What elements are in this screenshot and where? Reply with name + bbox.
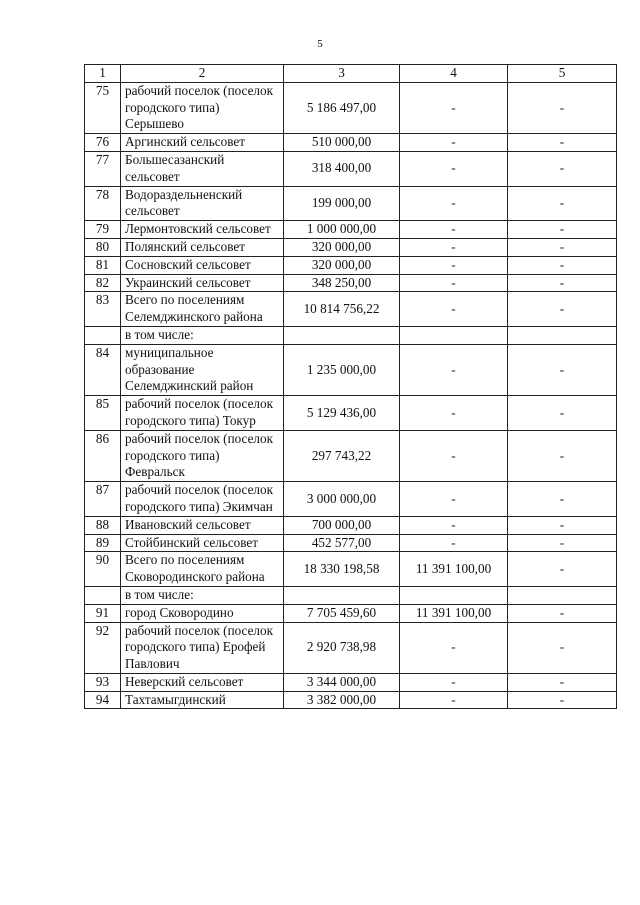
row-number-cell: 81 (85, 256, 121, 274)
column-3-value-cell: 10 814 756,22 (284, 292, 400, 327)
column-4-value-cell: - (400, 691, 508, 709)
settlement-name-cell: рабочий поселок (поселок городского типа) Экимчан (121, 482, 284, 517)
row-number-cell: 87 (85, 482, 121, 517)
table-row (85, 344, 617, 395)
column-5-value-cell: - (508, 622, 617, 673)
row-number-cell: 91 (85, 604, 121, 622)
column-4-value-cell: - (400, 221, 508, 239)
column-4-value-cell: - (400, 482, 508, 517)
row-number-cell: 82 (85, 274, 121, 292)
column-3-value-cell: 18 330 198,58 (284, 552, 400, 587)
column-4-value-cell: - (400, 673, 508, 691)
settlement-name-cell: Всего по поселениям Селемджинского района (121, 292, 284, 327)
table-row (85, 482, 617, 517)
column-5-value-cell: - (508, 344, 617, 395)
column-4-value-cell: 11 391 100,00 (400, 604, 508, 622)
table-row (85, 221, 617, 239)
column-3-value-cell: 1 000 000,00 (284, 221, 400, 239)
column-5-value-cell: - (508, 134, 617, 152)
table-row (85, 292, 617, 327)
column-4-value-cell: - (400, 134, 508, 152)
column-4-value-cell: - (400, 151, 508, 186)
row-number-cell: 76 (85, 134, 121, 152)
column-3-value-cell: 3 000 000,00 (284, 482, 400, 517)
settlement-name-cell: город Сковородино (121, 604, 284, 622)
row-number-cell: 83 (85, 292, 121, 327)
header-row (85, 65, 617, 83)
table-row (85, 430, 617, 481)
column-4-value-cell: - (400, 344, 508, 395)
row-number-cell: 77 (85, 151, 121, 186)
header-cell-5: 5 (508, 65, 617, 83)
row-number-cell: 88 (85, 516, 121, 534)
settlement-name-cell: Стойбинский сельсовет (121, 534, 284, 552)
column-4-value-cell: - (400, 274, 508, 292)
table-row (85, 691, 617, 709)
column-5-value-cell: - (508, 82, 617, 133)
settlement-name-cell: Неверский сельсовет (121, 673, 284, 691)
header-cell-4: 4 (400, 65, 508, 83)
column-5-value-cell: - (508, 516, 617, 534)
row-number-cell: 89 (85, 534, 121, 552)
column-3-value-cell: 5 186 497,00 (284, 82, 400, 133)
column-3-value-cell (284, 586, 400, 604)
column-3-value-cell: 318 400,00 (284, 151, 400, 186)
column-3-value-cell: 3 344 000,00 (284, 673, 400, 691)
table-row (85, 534, 617, 552)
budget-table (84, 64, 617, 709)
settlement-name-cell: Полянский сельсовет (121, 238, 284, 256)
column-5-value-cell: - (508, 151, 617, 186)
column-5-value-cell: - (508, 673, 617, 691)
row-number-cell (85, 326, 121, 344)
row-number-cell: 85 (85, 396, 121, 431)
row-number-cell: 94 (85, 691, 121, 709)
column-3-value-cell: 2 920 738,98 (284, 622, 400, 673)
column-4-value-cell (400, 326, 508, 344)
settlement-name-cell: Всего по поселениям Сковородинского района (121, 552, 284, 587)
row-number-cell: 84 (85, 344, 121, 395)
column-4-value-cell: 11 391 100,00 (400, 552, 508, 587)
table-row (85, 238, 617, 256)
table-row (85, 274, 617, 292)
column-3-value-cell: 199 000,00 (284, 186, 400, 221)
column-5-value-cell: - (508, 534, 617, 552)
column-5-value-cell: - (508, 430, 617, 481)
table-row (85, 82, 617, 133)
column-4-value-cell: - (400, 238, 508, 256)
row-number-cell: 86 (85, 430, 121, 481)
column-4-value-cell: - (400, 82, 508, 133)
table-row (85, 622, 617, 673)
table-row (85, 673, 617, 691)
column-5-value-cell: - (508, 482, 617, 517)
column-3-value-cell: 5 129 436,00 (284, 396, 400, 431)
row-number-cell: 92 (85, 622, 121, 673)
column-5-value-cell: - (508, 292, 617, 327)
column-4-value-cell: - (400, 396, 508, 431)
column-5-value-cell: - (508, 221, 617, 239)
table-row (85, 151, 617, 186)
column-3-value-cell: 700 000,00 (284, 516, 400, 534)
settlement-name-cell: Сосновский сельсовет (121, 256, 284, 274)
table-row (85, 326, 617, 344)
header-cell-1: 1 (85, 65, 121, 83)
column-5-value-cell: - (508, 396, 617, 431)
settlement-name-cell: Украинский сельсовет (121, 274, 284, 292)
column-5-value-cell: - (508, 238, 617, 256)
column-3-value-cell: 3 382 000,00 (284, 691, 400, 709)
column-3-value-cell: 510 000,00 (284, 134, 400, 152)
column-5-value-cell: - (508, 186, 617, 221)
column-5-value-cell: - (508, 604, 617, 622)
column-4-value-cell: - (400, 186, 508, 221)
column-3-value-cell: 297 743,22 (284, 430, 400, 481)
settlement-name-cell: в том числе: (121, 586, 284, 604)
column-4-value-cell (400, 586, 508, 604)
column-4-value-cell: - (400, 516, 508, 534)
column-5-value-cell: - (508, 274, 617, 292)
column-3-value-cell: 348 250,00 (284, 274, 400, 292)
column-3-value-cell: 452 577,00 (284, 534, 400, 552)
table-row (85, 134, 617, 152)
header-cell-3: 3 (284, 65, 400, 83)
settlement-name-cell: рабочий поселок (поселок городского типа) Токур (121, 396, 284, 431)
settlement-name-cell: рабочий поселок (поселок городского типа) Ерофей Павлович (121, 622, 284, 673)
column-5-value-cell: - (508, 256, 617, 274)
table-row (85, 256, 617, 274)
table-row (85, 604, 617, 622)
column-5-value-cell (508, 326, 617, 344)
column-5-value-cell (508, 586, 617, 604)
header-cell-2: 2 (121, 65, 284, 83)
table-row (85, 186, 617, 221)
row-number-cell: 90 (85, 552, 121, 587)
column-3-value-cell: 320 000,00 (284, 256, 400, 274)
column-3-value-cell: 320 000,00 (284, 238, 400, 256)
settlement-name-cell: Водораздельненский сельсовет (121, 186, 284, 221)
column-4-value-cell: - (400, 534, 508, 552)
page-number: 5 (317, 38, 323, 50)
column-3-value-cell: 1 235 000,00 (284, 344, 400, 395)
settlement-name-cell: Лермонтовский сельсовет (121, 221, 284, 239)
column-5-value-cell: - (508, 691, 617, 709)
row-number-cell (85, 586, 121, 604)
settlement-name-cell: Большесазанский сельсовет (121, 151, 284, 186)
settlement-name-cell: рабочий поселок (поселок городского типа) Февральск (121, 430, 284, 481)
column-3-value-cell (284, 326, 400, 344)
column-4-value-cell: - (400, 256, 508, 274)
settlement-name-cell: рабочий поселок (поселок городского типа) Серышево (121, 82, 284, 133)
row-number-cell: 79 (85, 221, 121, 239)
row-number-cell: 93 (85, 673, 121, 691)
table-row (85, 586, 617, 604)
settlement-name-cell: Аргинский сельсовет (121, 134, 284, 152)
settlement-name-cell: Тахтамыгдинский (121, 691, 284, 709)
column-4-value-cell: - (400, 292, 508, 327)
settlement-name-cell: Ивановский сельсовет (121, 516, 284, 534)
row-number-cell: 75 (85, 82, 121, 133)
table-row (85, 396, 617, 431)
settlement-name-cell: муниципальное образование Селемджинский район (121, 344, 284, 395)
column-3-value-cell: 7 705 459,60 (284, 604, 400, 622)
row-number-cell: 80 (85, 238, 121, 256)
table-row (85, 552, 617, 587)
table-row (85, 516, 617, 534)
column-4-value-cell: - (400, 430, 508, 481)
row-number-cell: 78 (85, 186, 121, 221)
settlement-name-cell: в том числе: (121, 326, 284, 344)
column-5-value-cell: - (508, 552, 617, 587)
column-4-value-cell: - (400, 622, 508, 673)
